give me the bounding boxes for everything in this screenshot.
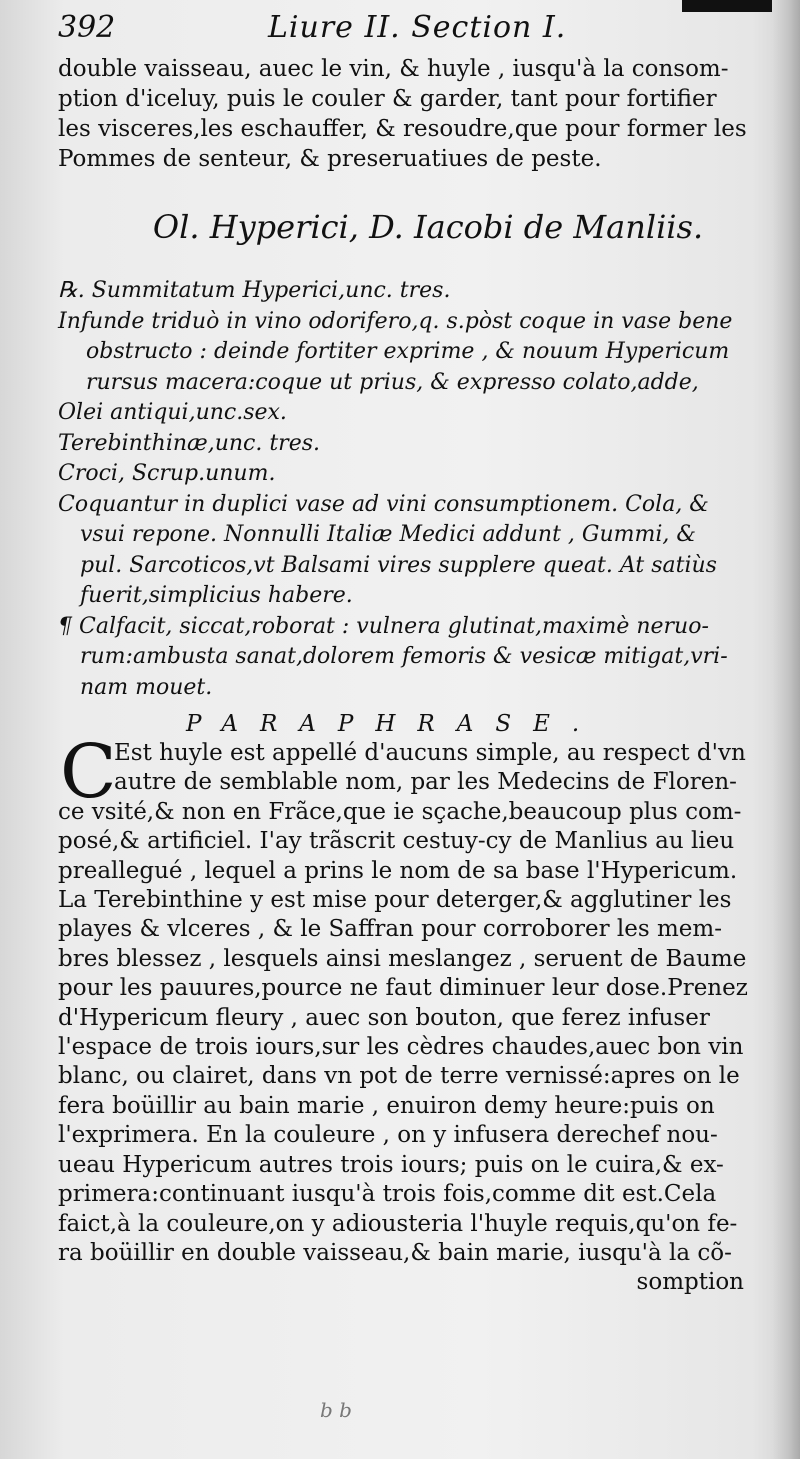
paraphrase-line: l'espace de trois iours,sur les cèdres chaudes,auec bon vin — [58, 1034, 744, 1061]
paraphrase-line: fera boüillir au bain marie , enuiron demy heure:puis on — [58, 1092, 715, 1119]
paraphrase-line: ueau Hypericum autres trois iours; puis on le cuira,& ex- — [58, 1151, 724, 1178]
paraphrase-line: bres blessez , lesquels ainsi meslangez , seruent de Baume — [58, 945, 747, 972]
paraphrase-line: autre de semblable nom, par les Medecins de Floren- — [114, 769, 737, 796]
paraphrase-line: Est huyle est appellé d'aucuns simple, au respect d'vn — [114, 740, 746, 766]
drop-cap: C — [60, 729, 117, 815]
recipe-line: vsui repone. Nonnulli Italiæ Medici addunt , Gummi, & — [80, 522, 696, 547]
recipe-line: rursus macera:coque ut prius, & expresso colato,adde, — [86, 369, 699, 395]
page-header — [58, 10, 758, 54]
paraphrase-title: PARAPHRASE. — [186, 711, 602, 737]
recipe-line: Croci, Scrup.unum. — [58, 461, 276, 486]
paraphrase-line: l'exprimera. En la couleure , on y infusera derechef nou- — [58, 1122, 718, 1149]
paraphrase-line: La Terebinthine y est mise pour deterger,& agglutiner les — [58, 887, 732, 914]
paraphrase-line: faict,à la couleure,on y adiousteria l'huyle requis,qu'on fe- — [58, 1210, 738, 1237]
paraphrase-line: ra boüillir en double vaisseau,& bain marie, iusqu'à la cõ- — [58, 1239, 732, 1266]
recipe-line: ℞. Summitatum Hyperici,unc. tres. — [58, 278, 451, 303]
intro-line: double vaisseau, auec le vin, & huyle , iusqu'à la consom- — [58, 56, 729, 82]
signature-mark: b b — [320, 1398, 352, 1422]
paraphrase-line: preallegué , lequel a prins le nom de sa base l'Hypericum. — [58, 857, 738, 884]
paraphrase-line: playes & vlceres , & le Saffran pour corroborer les mem- — [58, 916, 723, 943]
paraphrase-line: d'Hypericum fleury , auec son bouton, que ferez infuser — [58, 1004, 710, 1031]
running-head: Liure II. Section I. — [268, 10, 567, 45]
paraphrase-line: pour les pauures,pource ne faut diminuer leur dose.Prenez — [58, 975, 748, 1002]
recipe-line: obstructo : deinde fortiter exprime , & nouum Hypericum — [86, 339, 730, 364]
intro-paragraph — [58, 54, 758, 174]
recipe-line: rum:ambusta sanat,dolorem femoris & vesicæ mitigat,vri- — [80, 644, 728, 669]
page-number: 392 — [58, 10, 116, 45]
recipe-line: Infunde triduò in vino odorifero,q. s.pòst coque in vase bene — [58, 308, 733, 334]
recipe-block — [58, 276, 758, 703]
recipe-line: ¶ Calfacit, siccat,roborat : vulnera glutinat,maximè neruo- — [58, 613, 709, 639]
recipe-line: fuerit,simplicius habere. — [80, 583, 353, 608]
intro-line: les visceres,les eschauffer, & resoudre,que pour former les — [58, 116, 747, 142]
recipe-line: pul. Sarcoticos,vt Balsami vires supplere queat. At satiùs — [80, 552, 717, 578]
recipe-line: Olei antiqui,unc.sex. — [58, 400, 287, 425]
paraphrase-line: somption — [636, 1269, 744, 1296]
intro-line: Pommes de senteur, & preseruatiues de peste. — [58, 146, 602, 172]
recipe-line: Coquantur in duplici vase ad vini consumptionem. Cola, & — [58, 491, 709, 517]
paraphrase-line: posé,& artificiel. I'ay trãscrit cestuy-cy de Manlius au lieu — [58, 828, 735, 855]
page-content — [58, 10, 758, 1298]
recipe-heading: Ol. Hyperici, D. Iacobi de Manliis. — [152, 208, 704, 246]
paraphrase-line: ce vsité,& non en Frãce,que ie sçache,beaucoup plus com- — [58, 798, 742, 825]
intro-line: ption d'iceluy, puis le couler & garder, tant pour fortifier — [58, 86, 717, 112]
paraphrase-line: blanc, ou clairet, dans vn pot de terre vernissé:apres on le — [58, 1063, 740, 1090]
recipe-line: Terebinthinæ,unc. tres. — [58, 430, 321, 456]
page-gutter-shadow — [772, 0, 800, 1459]
paraphrase-line: primera:continuant iusqu'à trois fois,comme dit est.Cela — [58, 1181, 717, 1208]
paraphrase-paragraph — [58, 729, 758, 1298]
recipe-line: nam mouet. — [80, 674, 213, 700]
